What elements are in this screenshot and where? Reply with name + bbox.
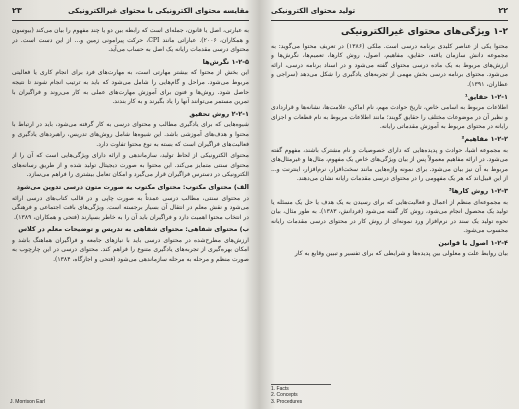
left-page: [2, 0, 259, 409]
left-page-header: [12, 6, 249, 21]
left-page-body: [12, 26, 249, 391]
right-page: [261, 0, 518, 409]
left-paragraph: شیوه‌هایی که برای یادگیری مطالب و محتوای درسی به کار گرفته می‌شود، باید در ارتباط با محتوا و هدف‌های آموزشی باشد. این شیوه‌ها شامل روش‌های تدریس، راهبردهای یادگیری و فعالیت‌های فراگیران است که بسته به نوع محتوا تفاوت دارد.: [12, 121, 249, 148]
left-running-head: مقایسه محتوای الکترونیکی با محتوای غیرالکترونیکی: [68, 7, 249, 15]
footnotes: [271, 384, 391, 406]
right-paragraph: اطلاعات مربوط به اسامی خاص، تاریخ حوادث مهم، نام اماکن، علامت‌ها، نشانه‌ها و قراردادی و نظیر آن در موضوعات مختلف را حقایق گویند؛ مانند اطلاعات مربوط به نام قطعات و اجزای رایانه در محتوای مربوط به آموزش مقدماتی رایانه.: [271, 104, 508, 131]
left-paragraph: محتوای الکترونیکی از لحاظ تولید، سازماندهی و ارائه دارای ویژگی‌هایی است که آن را از محتوای سنتی متمایز می‌کند. این محتوا به صورت دیجیتال تولید شده و از طریق رسانه‌های الکترونیکی در دسترس فراگیران قرار می‌گیرد و امکان تعامل بیشتری را فراهم می‌سازد.: [12, 152, 249, 179]
right-page-header: [271, 6, 508, 21]
right-page-body: [271, 26, 508, 391]
left-paragraph: به عبارتی، اصل یا قانون، جمله‌ای است که رابطه بین دو یا چند مفهوم را بیان می‌کند (بیوسون و همکاران، ۲۰۰۶). عباراتی مانند CPI، حرکت پیرامونی زمین و... از این دست است. در محتوای درسی مقدمات رایانه یک اصل به حساب می‌آید.: [12, 27, 249, 54]
left-paragraph: در محتوای سنتی، مطالب درسی عمدتاً به صورت چاپی و در قالب کتاب‌های درسی ارائه می‌شود و نقش معلم در انتقال آن بسیار برجسته است. ویژگی‌های بافت اجتماعی و فرهنگی در انتخاب محتوا اهمیت دارد و فراگیران باید آن را به خاطر بسپارند (فتحی و همکاران، ۱۳۸۹).: [12, 194, 249, 221]
left-section-heading: ۲-۲-۱ روش تحقیق: [189, 109, 249, 118]
left-subheading: الف) محتوای مکتوب: محتوای مکتوب به صورت متون درسی تدوین می‌شود: [16, 182, 249, 191]
right-section-heading: ۱-۲-۱ حقایق¹: [464, 92, 508, 101]
left-paragraph: ارزش‌های مطرح‌شده در محتوای درسی باید با نیازهای جامعه و فراگیران هماهنگ باشد و امکان بهره‌گیری از تجربه‌های یادگیری متنوع را فراهم کند. محتوای درسی در این چارچوب به صورت منظم و مرحله به مرحله سازماندهی می‌شود (فتحی و اجارگاه، ۱۳۸۴).: [12, 236, 249, 264]
right-page-number: ۲۲: [498, 6, 508, 15]
left-paragraph: این بخش از محتوا که بیشتر مهارتی است، به مهارت‌های فرد برای انجام کاری یا فعالیتی مربوط می‌شود. مراحل و گام‌هایی را شامل می‌شود که باید به ترتیب انجام شوند تا نتیجه حاصل شود. روش‌ها و فنون برای آموزش مهارت‌های عملی به کار می‌روند و فراگیران با تمرین مستمر می‌توانند آنها را یاد بگیرند و به کار بندند.: [12, 69, 249, 106]
left-subheading: ب) محتوای شفاهی: محتوای شفاهی به تدریس و توضیحات معلم در کلاس: [18, 225, 249, 234]
right-section-heading: ۱-۲-۲ مفاهیم²: [461, 134, 508, 143]
left-page-credit: J. Morrison Earl: [10, 399, 46, 405]
footnote: 1. Facts: [271, 385, 289, 392]
right-paragraph: بیان روابط علت و معلولی بین پدیده‌ها و شرایطی که برای تفسیر و تبیین وقایع به کار: [294, 250, 508, 258]
right-paragraph: به مجموعه‌ای منظم از اعمال و فعالیت‌هایی که برای رسیدن به یک هدف یا حل یک مسئله یا تولید یک محصول انجام می‌شود، روش کار گفته می‌شود (فردانش، ۱۳۸۳). به طور مثال، بیان نحوه تولید یک سند در نرم‌افزار ورد نمونه‌ای از روش کار در محتوای درسی مقدمات رایانه محسوب می‌شود.: [271, 198, 508, 235]
left-page-number: ۲۳: [12, 6, 22, 15]
right-paragraph: محتوا یکی از عناصر کلیدی برنامه درسی است. ملکی (۱۳۸۶) در تعریف محتوا می‌گوید: به مجموعه دانش سازمان یافته، حقایق، مفاهیم، اصول، روش کارها، تعمیم‌ها، نگرش‌ها و ارزش‌های مربوط به یک ماده درسی محتوای گفته می‌شود و در اسناد برنامه درسی، ارائه می‌شود. محتوای برنامه درسی بخش مهمی از تجربه‌های یادگیری را شکل می‌دهد (سراجی و عطاران، ۱۳۹۱).: [271, 42, 508, 88]
chapter-heading: ۱-۲ ویژگی‌های محتوای غیرالکترونیکی: [340, 27, 508, 37]
right-section-heading: ۱-۲-۴ اصول یا قوانین: [438, 238, 508, 247]
footnote: 3. Procedures: [271, 398, 303, 405]
right-section-heading: ۱-۲-۳ روش کارها³: [448, 186, 508, 195]
footnote: 2. Concepts: [271, 392, 298, 398]
right-running-head: تولید محتوای الکترونیکی: [271, 7, 356, 15]
left-section-heading: ۱-۲-۵ نگرش‌ها: [202, 57, 249, 66]
right-paragraph: به مجموعه اشیا، حوادث و پدیده‌هایی که دارای خصوصیات و نام مشترک باشند، مفهوم گفته می‌شود. در ارائه مفاهیم معمولاً پس از بیان ویژگی‌های خاص یک مفهوم، مثال‌ها و غیرمثال‌های مربوط به آن نیز بیان می‌شود. برای نمونه واژه‌هایی مانند سخت‌افزار، نرم‌افزار، اینترنت و... از این قبیل‌اند که هر یک مفهومی را در محتوای درسی مقدمات رایانه نشان می‌دهند.: [271, 146, 508, 183]
footnote-rule: [271, 384, 331, 385]
